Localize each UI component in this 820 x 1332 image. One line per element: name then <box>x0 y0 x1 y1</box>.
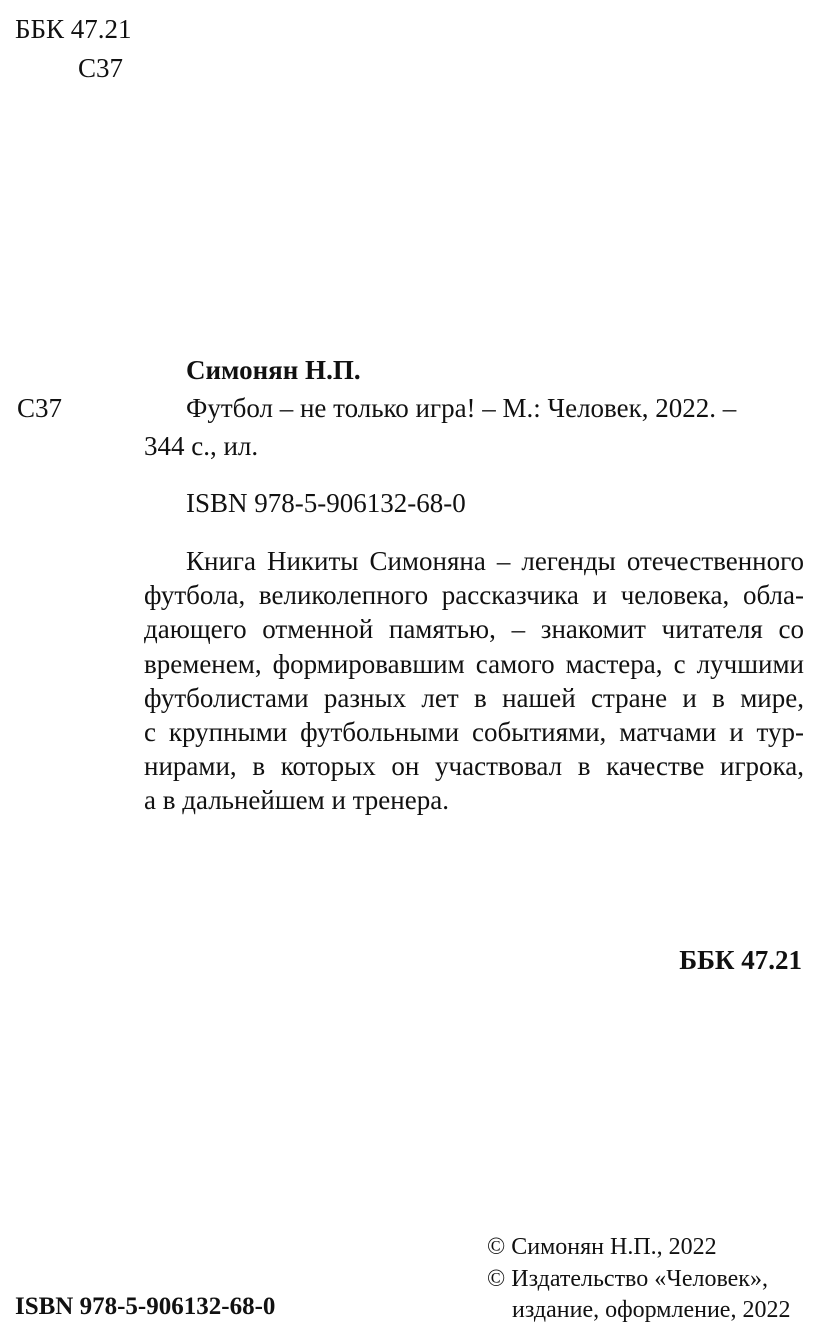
copyright-publisher: © Издательство «Человек», <box>487 1265 768 1292</box>
annotation-paragraph <box>144 544 804 818</box>
annotation-line: дающего отменной памятью, – знакомит читателя со <box>144 614 804 645</box>
copyright-author: © Симонян Н.П., 2022 <box>487 1234 717 1260</box>
bbk-index-top: ББК 47.21 <box>15 14 132 44</box>
author-code-top: С37 <box>78 53 124 83</box>
annotation-line: футболистами разных лет в нашей стране и в мире, <box>144 682 804 713</box>
title-imprint-line: Футбол – не только игра! – М.: Человек, 2022. – <box>186 393 737 423</box>
bbk-index-bottom: ББК 47.21 <box>679 945 802 975</box>
annotation-line: с крупными футбольными событиями, матчами и тур- <box>144 716 804 747</box>
copyright-block <box>487 1232 807 1327</box>
annotation-line: футбола, великолепного рассказчика и человека, обла- <box>144 580 804 611</box>
annotation-line: нирами, в которых он участвовал в качестве игрока, <box>144 751 804 782</box>
annotation-line: Книга Никиты Симоняна – легенды отечественного <box>186 546 804 576</box>
annotation-line: временем, формировавшим самого мастера, с лучшими <box>144 648 804 679</box>
author-name: Симонян Н.П. <box>186 355 361 385</box>
author-code-left: С37 <box>17 393 63 423</box>
copyright-publisher-cont: издание, оформление, 2022 <box>512 1297 791 1323</box>
annotation-line: а в дальнейшем и тренера. <box>144 785 449 816</box>
isbn-footer: ISBN 978-5-906132-68-0 <box>15 1293 276 1320</box>
pages-line: 344 с., ил. <box>144 431 259 461</box>
isbn-record: ISBN 978-5-906132-68-0 <box>186 488 466 518</box>
